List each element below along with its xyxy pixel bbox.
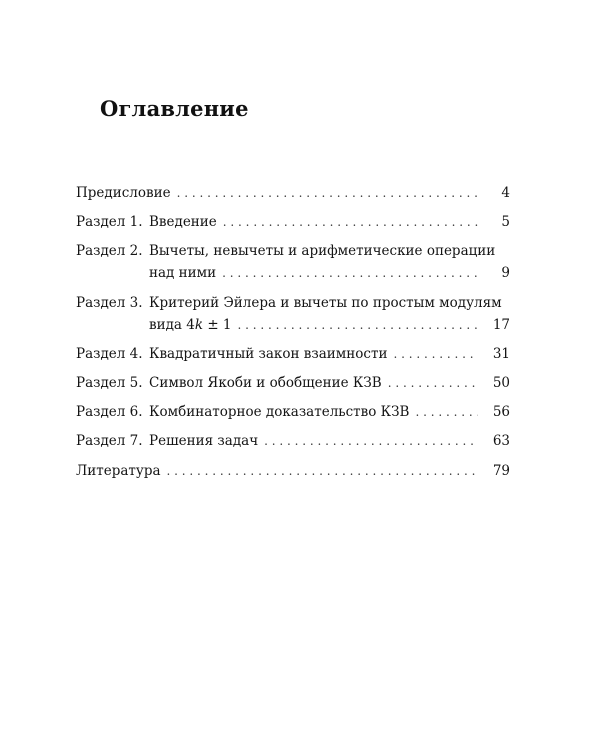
- dot-leader: [388, 372, 478, 394]
- dot-leader: [177, 182, 478, 204]
- dot-leader: [393, 343, 478, 365]
- page-title: Оглавление: [100, 96, 249, 121]
- toc-page-number: 4: [501, 185, 510, 201]
- toc-entry-section-4: [76, 343, 510, 365]
- toc-entry-bibliography: [76, 460, 510, 482]
- dot-leader: [222, 262, 478, 284]
- toc-page-number: 17: [492, 316, 510, 333]
- toc-entry-title: Символ Якоби и обобщение КЗВ: [149, 374, 382, 391]
- toc-section-label: Раздел 4.: [76, 345, 143, 362]
- toc-page-number: 5: [501, 214, 510, 231]
- dot-leader: [223, 211, 478, 233]
- dot-leader: [167, 460, 478, 482]
- toc-page-number: 79: [492, 462, 510, 479]
- toc-entry-section-6: [76, 401, 510, 423]
- toc-entry-title: Вычеты, невычеты и арифметические операции: [149, 243, 496, 260]
- toc-entry-title-continued: над ними: [149, 265, 217, 282]
- toc-entry-section-5: [76, 372, 510, 394]
- toc-entry-section-3: [76, 292, 510, 336]
- toc-entry-title: Введение: [149, 214, 217, 231]
- toc-page-number: 63: [492, 433, 510, 450]
- math-variable: k: [194, 316, 204, 333]
- toc-section-label: Раздел 7.: [76, 433, 143, 450]
- dot-leader: [264, 430, 478, 452]
- toc-entry-title-continued: вида 4k ± 1: [149, 316, 232, 333]
- toc-entry-section-1: [76, 211, 510, 233]
- dot-leader: [238, 314, 478, 336]
- toc-entry-title: Литература: [76, 462, 161, 479]
- table-of-contents: [76, 182, 510, 489]
- toc-page-number: 50: [492, 374, 510, 391]
- toc-entry-section-2: [76, 240, 510, 284]
- toc-entry-title: Решения задач: [149, 433, 259, 450]
- toc-section-label: Раздел 6.: [76, 404, 143, 421]
- toc-section-label: Раздел 3.: [76, 294, 143, 311]
- toc-entry-title: Предисловие: [76, 185, 171, 201]
- toc-entry-title: Комбинаторное доказательство КЗВ: [149, 404, 410, 421]
- toc-section-label: Раздел 1.: [76, 214, 143, 231]
- dot-leader: [415, 401, 478, 423]
- toc-entry-section-7: [76, 430, 510, 452]
- toc-page-number: 56: [492, 404, 510, 421]
- toc-entry-preface: [76, 182, 510, 204]
- toc-page-number: 9: [501, 265, 510, 282]
- toc-section-label: Раздел 2.: [76, 243, 143, 260]
- toc-entry-title: Квадратичный закон взаимности: [149, 345, 388, 362]
- toc-entry-title: Критерий Эйлера и вычеты по простым модулям: [149, 294, 502, 311]
- toc-page-number: 31: [492, 345, 510, 362]
- toc-section-label: Раздел 5.: [76, 374, 143, 391]
